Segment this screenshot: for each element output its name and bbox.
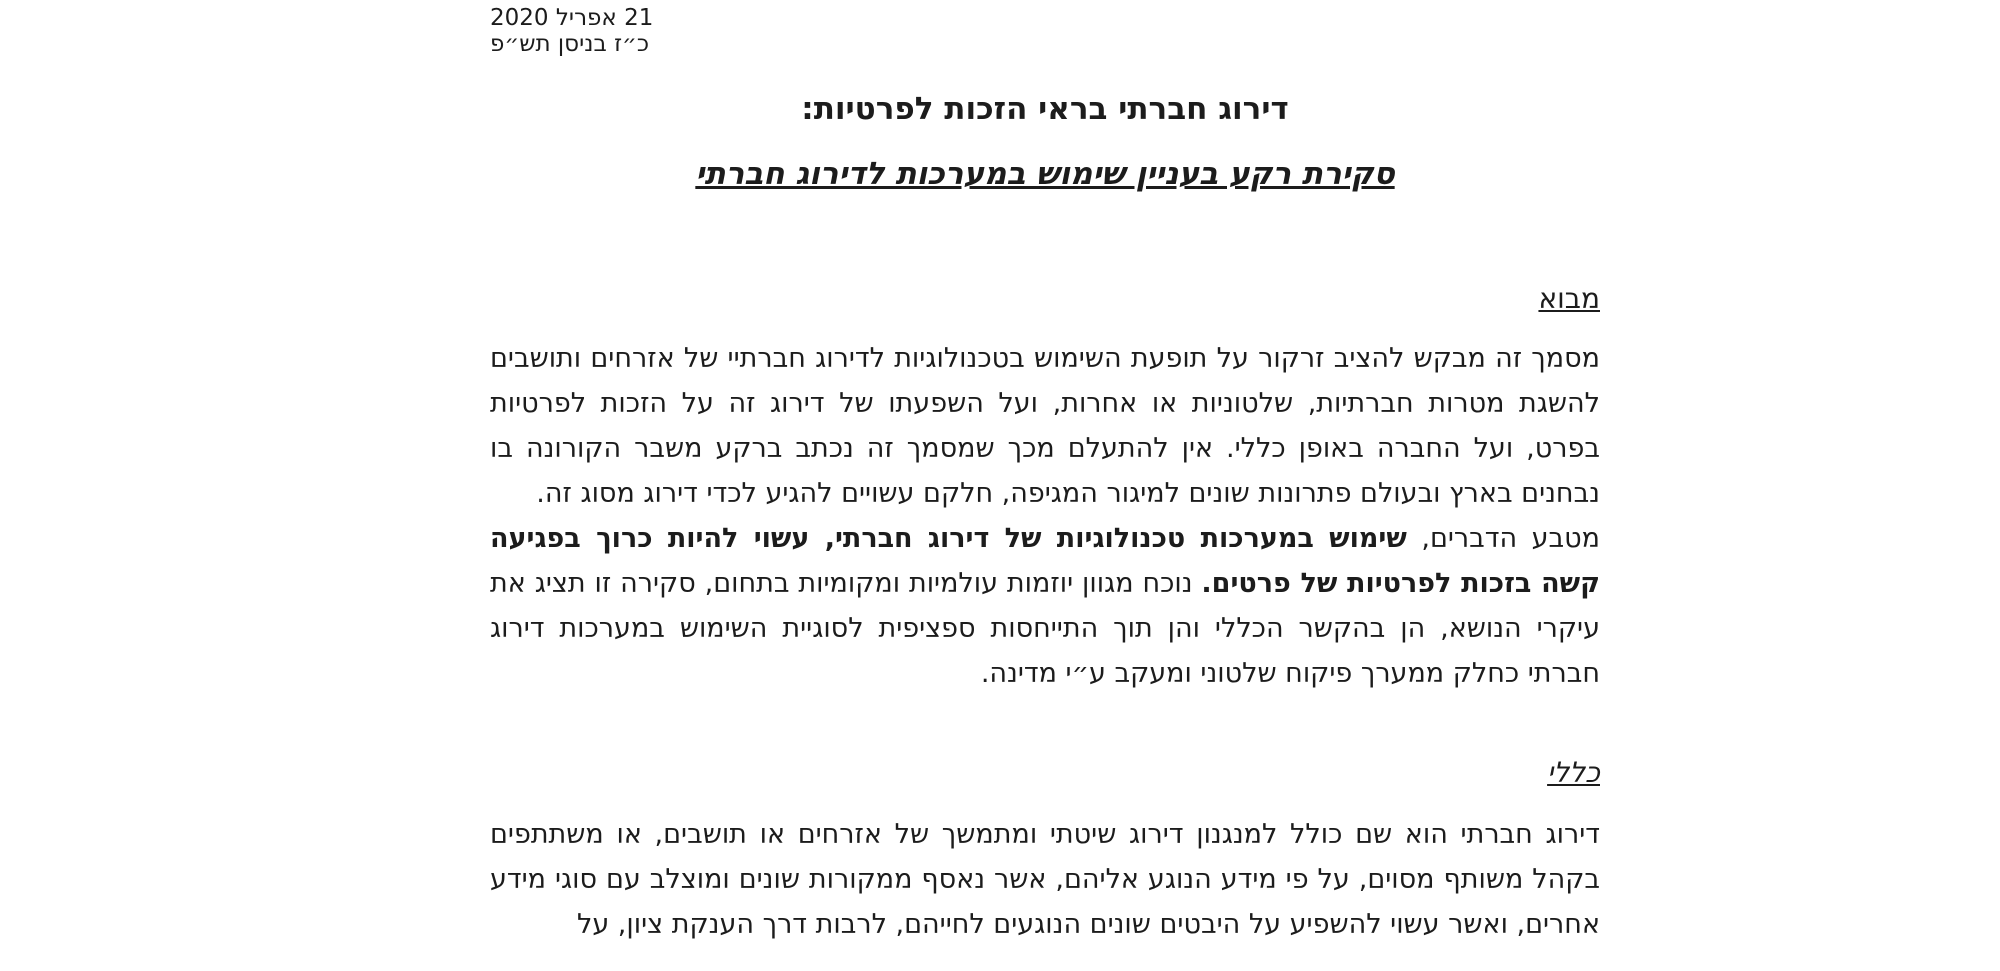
document-subtitle: סקירת רקע בעניין שימוש במערכות לדירוג חברתי	[695, 156, 1395, 192]
document-content	[490, 0, 1600, 947]
date-gregorian: 21 אפריל 2020	[490, 5, 654, 31]
document-title: דירוג חברתי בראי הזכות לפרטיות:	[801, 91, 1289, 127]
date-block	[490, 0, 1600, 57]
section-heading-intro: מבוא	[1538, 282, 1600, 315]
intro-paragraph-2	[490, 516, 1600, 696]
date-hebrew: כ״ז בניסן תש״פ	[490, 31, 650, 57]
section-heading-general: כללי	[1547, 756, 1600, 789]
intro-paragraph-2-regular-start: מטבע הדברים,	[1406, 523, 1600, 554]
intro-paragraph-2-bold: שימוש במערכות טכנולוגיות של דירוג חברתי, עשוי להיות כרוך בפגיעה קשה בזכות לפרטיות של פרטים.	[490, 523, 1600, 599]
intro-paragraph-2-regular-end: נוכח מגוון יוזמות עולמיות ומקומיות בתחום, סקירה זו תציג את עיקרי הנושא, הן בהקשר הכללי והן תוך התייחסות ספציפית לסוגיית השימוש במערכות דירוג חברתי כחלק ממערך פיקוח שלטוני ומעקב ע״י מדינה.	[490, 568, 1600, 689]
intro-paragraph-1: מסמך זה מבקש להציב זרקור על תופעת השימוש בטכנולוגיות לדירוג חברתיי של אזרחים ותושבים להשגת מטרות חברתיות, שלטוניות או אחרות, ועל השפעתו של דירוג זה על הזכות לפרטיות בפרט, ועל החברה באופן כללי. אין להתעלם מכך שמסמך זה נכתב ברקע משבר הקורונה בו נבחנים בארץ ובעולם פתרונות שונים למיגור המגיפה, חלקם עשויים להגיע לכדי דירוג מסוג זה.	[490, 343, 1600, 509]
general-paragraph-1: דירוג חברתי הוא שם כולל למנגנון דירוג שיטתי ומתמשך של אזרחים או תושבים, או משתתפים בקהל משותף מסוים, על פי מידע הנוגע אליהם, אשר נאסף ממקורות שונים ומוצלב עם סוגי מידע אחרים, ואשר עשוי להשפיע על היבטים שונים הנוגעים לחייהם, לרבות דרך הענקת ציון, על	[490, 819, 1600, 940]
